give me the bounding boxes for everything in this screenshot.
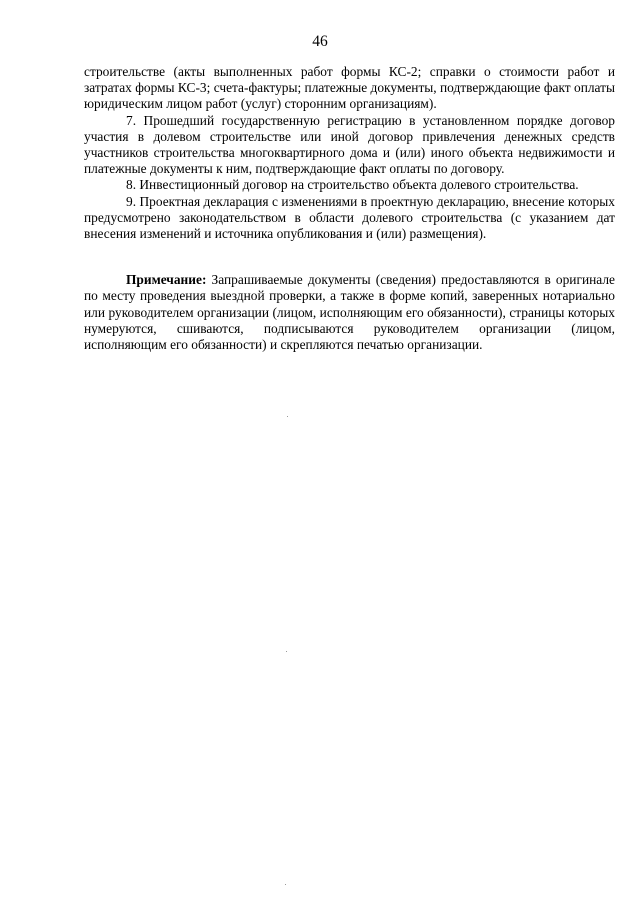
note-label-text: Примечание: [126, 272, 202, 288]
scan-speck: [287, 416, 288, 417]
list-item-7: 7. Прошедший государственную регистрацию в установленном порядке договор участия в долевом строительстве или иной договор привлечения денежных средств участников строительства многоквартирного дома и (или) иного объекта недвижимости и платежные документы к ним, подтверждающие факт оплаты по договору.: [84, 112, 615, 177]
document-body: [84, 64, 615, 353]
list-item-9: 9. Проектная декларация с изменениями в проектную декларацию, внесение которых предусмотрено законодательством в области долевого строительства (с указанием дат внесения изменений и источника опубликования и (или) размещения).: [84, 193, 615, 242]
note-paragraph: [84, 272, 615, 353]
scan-speck: [286, 651, 287, 652]
list-item-8: 8. Инвестиционный договор на строительство объекта долевого строительства.: [126, 177, 579, 193]
note-label: [126, 272, 206, 287]
scan-speck: [285, 884, 286, 885]
note-label-separator: :: [201, 272, 207, 288]
page-number: 46: [312, 33, 328, 50]
continuation-paragraph: строительстве (акты выполненных работ формы КС-2; справки о стоимости работ и затратах формы КС-3; счета-фактуры; платежные документы, подтверждающие факт оплаты юридическим лицом работ (услуг) сторонним организациям).: [84, 64, 615, 112]
note-text: Запрашиваемые документы (сведения) предоставляются в оригинале по месту проведения выездной проверки, а также в форме копий, заверенных нотариально или руководителем организации (лицом, исполняющим его обязанности), страницы которых нумеруются, сшиваются, подписываются руководителем организации (лицом, исполняющим его обязанности) и скрепляются печатью организации.: [84, 272, 615, 353]
